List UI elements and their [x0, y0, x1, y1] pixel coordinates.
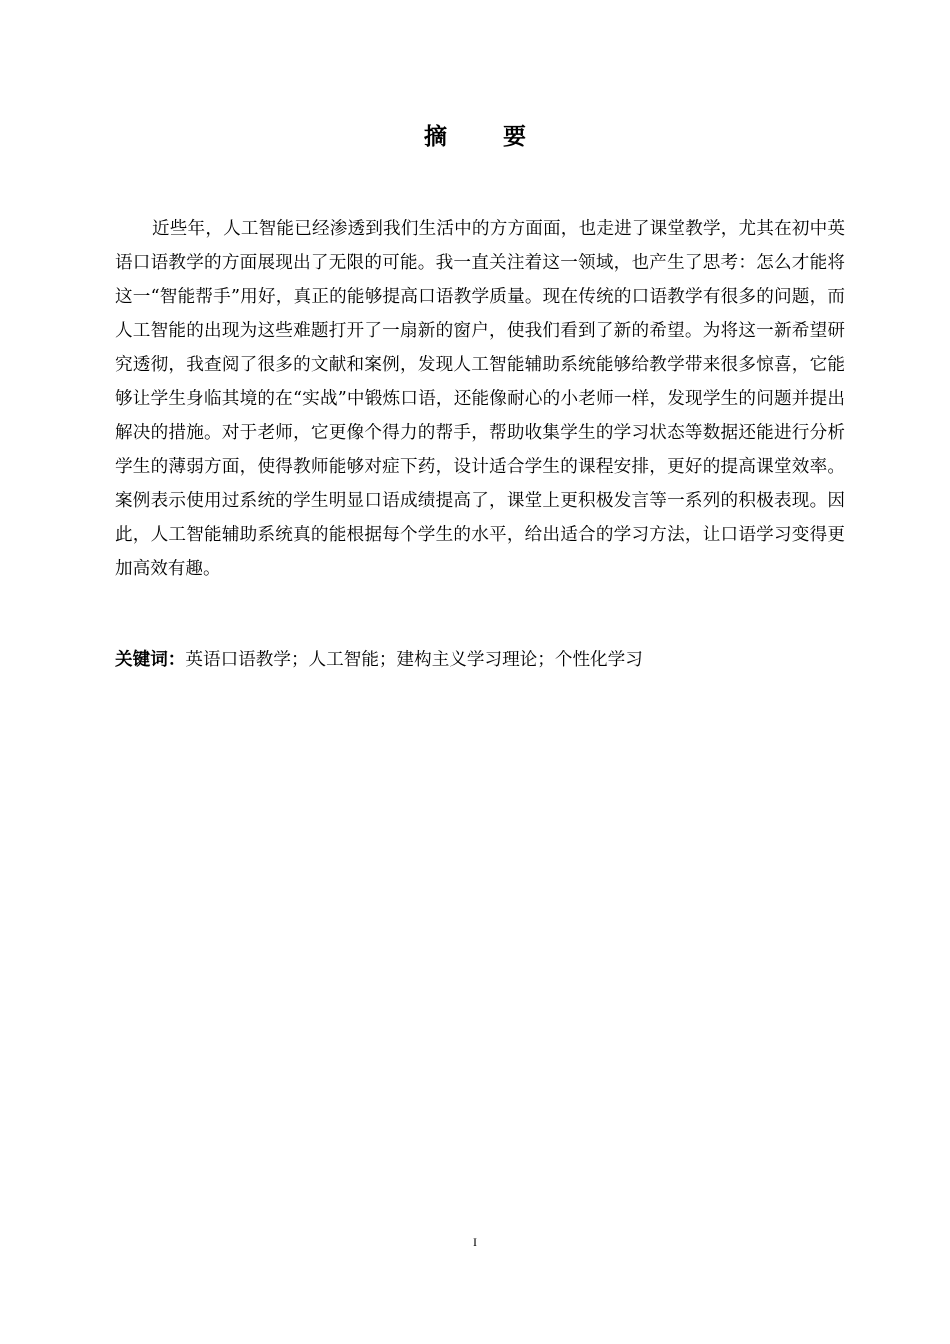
- abstract-paragraph: 近些年，人工智能已经渗透到我们生活中的方方面面，也走进了课堂教学，尤其在初中英语口语教学的方面展现出了无限的可能。我一直关注着这一领域，也产生了思考：怎么才能将这一“智能帮手”用好，真正的能够提高口语教学质量。现在传统的口语教学有很多的问题，而人工智能的出现为这些难题打开了一扇新的窗户，使我们看到了新的希望。为将这一新希望研究透彻，我查阅了很多的文献和案例，发现人工智能辅助系统能够给教学带来很多惊喜，它能够让学生身临其境的在“实战”中锻炼口语，还能像耐心的小老师一样，发现学生的问题并提出解决的措施。对于老师，它更像个得力的帮手，帮助收集学生的学习状态等数据还能进行分析学生的薄弱方面，使得教师能够对症下药，设计适合学生的课程安排，更好的提高课堂效率。案例表示使用过系统的学生明显口语成绩提高了，课堂上更积极发言等一系列的积极表现。因此，人工智能辅助系统真的能根据每个学生的水平，给出适合的学习方法，让口语学习变得更加高效有趣。: [115, 219, 845, 579]
- keywords-line: [115, 645, 845, 675]
- keywords-label: 关键词：: [115, 650, 186, 670]
- page-number: I: [473, 1235, 477, 1249]
- page-title: 摘 要: [423, 124, 550, 150]
- keywords-text: 英语口语教学；人工智能；建构主义学习理论；个性化学习: [185, 650, 643, 670]
